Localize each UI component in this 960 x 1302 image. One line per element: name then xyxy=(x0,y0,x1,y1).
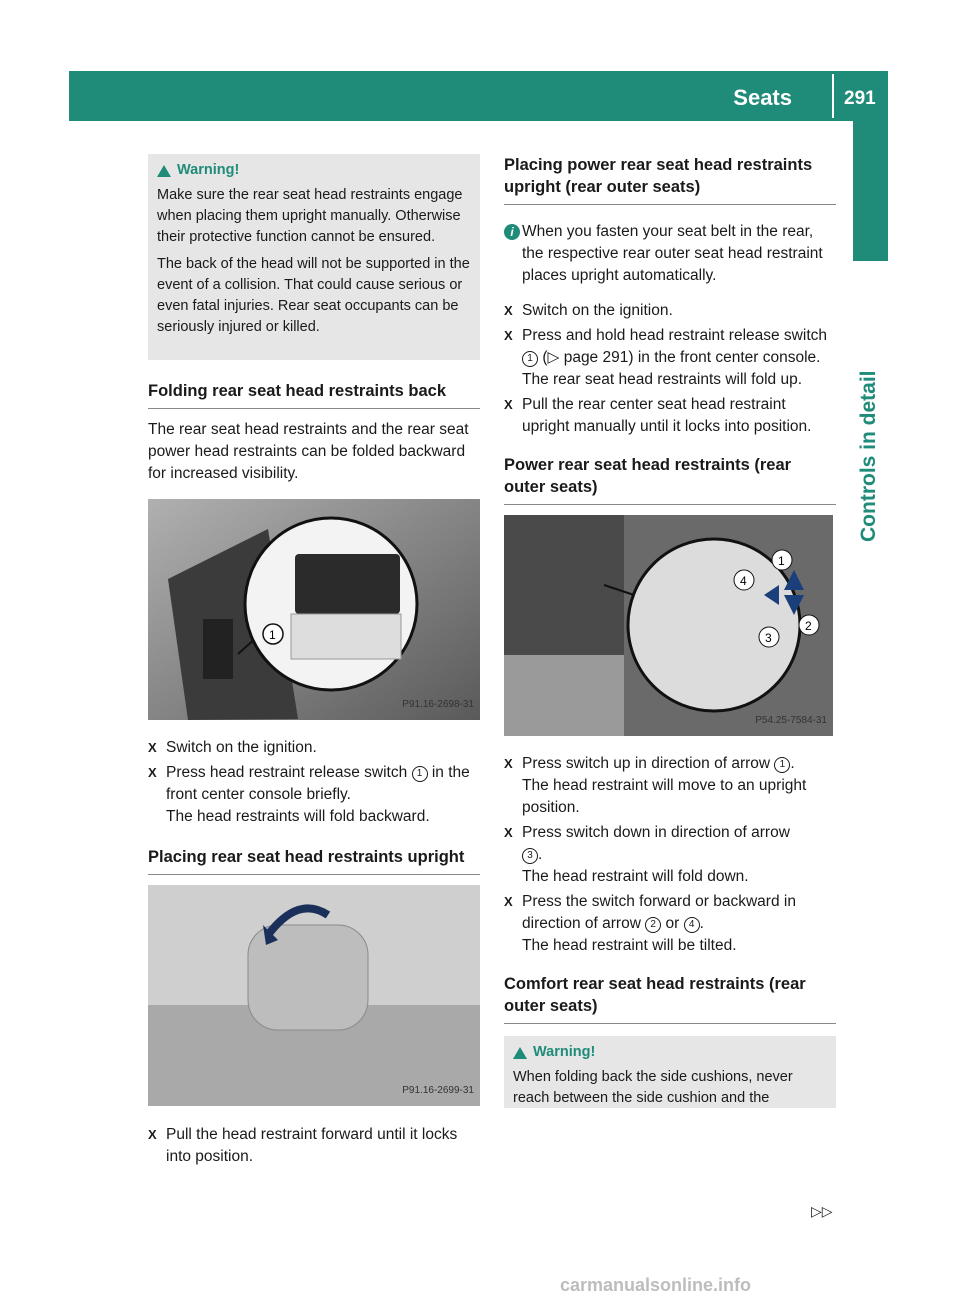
step-text: in the front center console briefly. xyxy=(166,764,470,803)
step-result: The rear seat head restraints will fold up. xyxy=(522,371,802,388)
warning-text: The back of the head will not be supported in the event of a collision. That could cause serious or even fatal injuries. Rear seat occupants can be seriously injured or killed. xyxy=(157,256,470,335)
step-text: Pull the rear center seat head restraint upright manually until it locks into position. xyxy=(522,396,812,435)
callout-4: 4 xyxy=(740,574,747,588)
warning-title: Warning! xyxy=(533,1044,596,1060)
callout-ref: 1 xyxy=(522,351,538,367)
step-text: Press and hold head restraint release switch xyxy=(522,327,827,344)
footer-watermark: carmanualsonline.info xyxy=(560,1275,752,1295)
figure-caption: P91.16-2699-31 xyxy=(402,1085,474,1096)
callout-ref: 1 xyxy=(774,757,790,773)
figure-headrest xyxy=(148,885,480,1106)
step-text: Press head restraint release switch xyxy=(166,764,408,781)
warning-icon xyxy=(513,1047,527,1059)
figure-caption: P54.25-7584-31 xyxy=(755,715,827,726)
step-item xyxy=(148,1124,480,1168)
side-tab xyxy=(853,121,888,261)
step-text: Press the switch forward or backward in direction of arrow xyxy=(522,893,796,932)
left-column xyxy=(148,154,480,1168)
warning-icon xyxy=(157,165,171,177)
warning-box xyxy=(148,154,480,360)
step-text: Switch on the ignition. xyxy=(166,739,317,756)
right-column xyxy=(504,154,836,1108)
heading-power: Placing power rear seat head restraints upright (rear outer seats) xyxy=(504,154,836,205)
step-item: X Press switch down in direction of arrow 3 . The head restraint will fold down. xyxy=(504,822,836,888)
step-text: or xyxy=(665,915,680,932)
step-result: The head restraint will fold down. xyxy=(522,868,749,885)
callout-ref: 4 xyxy=(684,917,700,933)
step-text: Press switch down in direction of arrow xyxy=(522,824,790,841)
figure-door xyxy=(504,515,833,736)
warning-text: When folding back the side cushions, never reach between the side cushion and the xyxy=(513,1069,793,1106)
callout-ref: 3 xyxy=(522,848,538,864)
step-item xyxy=(148,737,480,759)
continue-arrow-icon: ▷▷ xyxy=(811,1203,833,1219)
figure-console xyxy=(148,499,480,720)
step-item xyxy=(504,325,836,391)
heading-upright: Placing rear seat head restraints upright xyxy=(148,846,480,875)
step-text: (▷ page 291) in the front center console. xyxy=(542,349,821,366)
headrest-illustration xyxy=(148,885,480,1106)
step-result: The head restraint will be tilted. xyxy=(522,937,737,954)
door-panel-illustration xyxy=(504,515,833,736)
warning-text: Make sure the rear seat head restraints engage when placing them upright manually. Otherwise their protective function cannot be ensured. xyxy=(157,187,463,245)
side-tab-label: Controls in detail xyxy=(857,370,880,542)
paragraph: The rear seat head restraints and the rear seat power head restraints can be folded backward for increased visibility. xyxy=(148,421,469,482)
heading-fold: Folding rear seat head restraints back xyxy=(148,380,480,409)
callout-1: 1 xyxy=(269,628,276,642)
step-item xyxy=(148,762,480,828)
info-note xyxy=(504,221,836,287)
callout-ref: 1 xyxy=(412,766,428,782)
heading-comfort: Comfort rear seat head restraints (rear outer seats) xyxy=(504,973,836,1024)
section-title: Seats xyxy=(733,85,792,110)
step-item xyxy=(504,394,836,438)
info-text: When you fasten your seat belt in the rear, the respective rear outer seat head restraint places upright automatically. xyxy=(522,223,823,284)
callout-2: 2 xyxy=(805,619,812,633)
console-illustration xyxy=(148,499,480,720)
step-text: Press switch up in direction of arrow xyxy=(522,755,771,772)
step-result: The head restraints will fold backward. xyxy=(166,808,430,825)
warning-box xyxy=(504,1036,836,1108)
warning-title: Warning! xyxy=(177,162,240,178)
step-text: Switch on the ignition. xyxy=(522,302,673,319)
step-text: Pull the head restraint forward until it locks into position. xyxy=(166,1126,458,1165)
figure-caption: P91.16-2698-31 xyxy=(402,699,474,710)
callout-1: 1 xyxy=(778,554,785,568)
step-item: X Press switch up in direction of arrow 1 . The head restraint will move to an upright position. xyxy=(504,753,836,819)
heading-power2: Power rear seat head restraints (rear outer seats) xyxy=(504,454,836,505)
step-result: The head restraint will move to an upright position. xyxy=(522,777,807,816)
step-item: X Press the switch forward or backward in direction of arrow 2 or 4 . The head restraint will be tilted. xyxy=(504,891,836,957)
header-separator xyxy=(832,74,834,118)
callout-ref: 2 xyxy=(645,917,661,933)
page-number: 291 xyxy=(844,88,876,109)
info-icon: i xyxy=(504,224,520,240)
callout-3: 3 xyxy=(765,631,772,645)
step-item xyxy=(504,300,836,322)
